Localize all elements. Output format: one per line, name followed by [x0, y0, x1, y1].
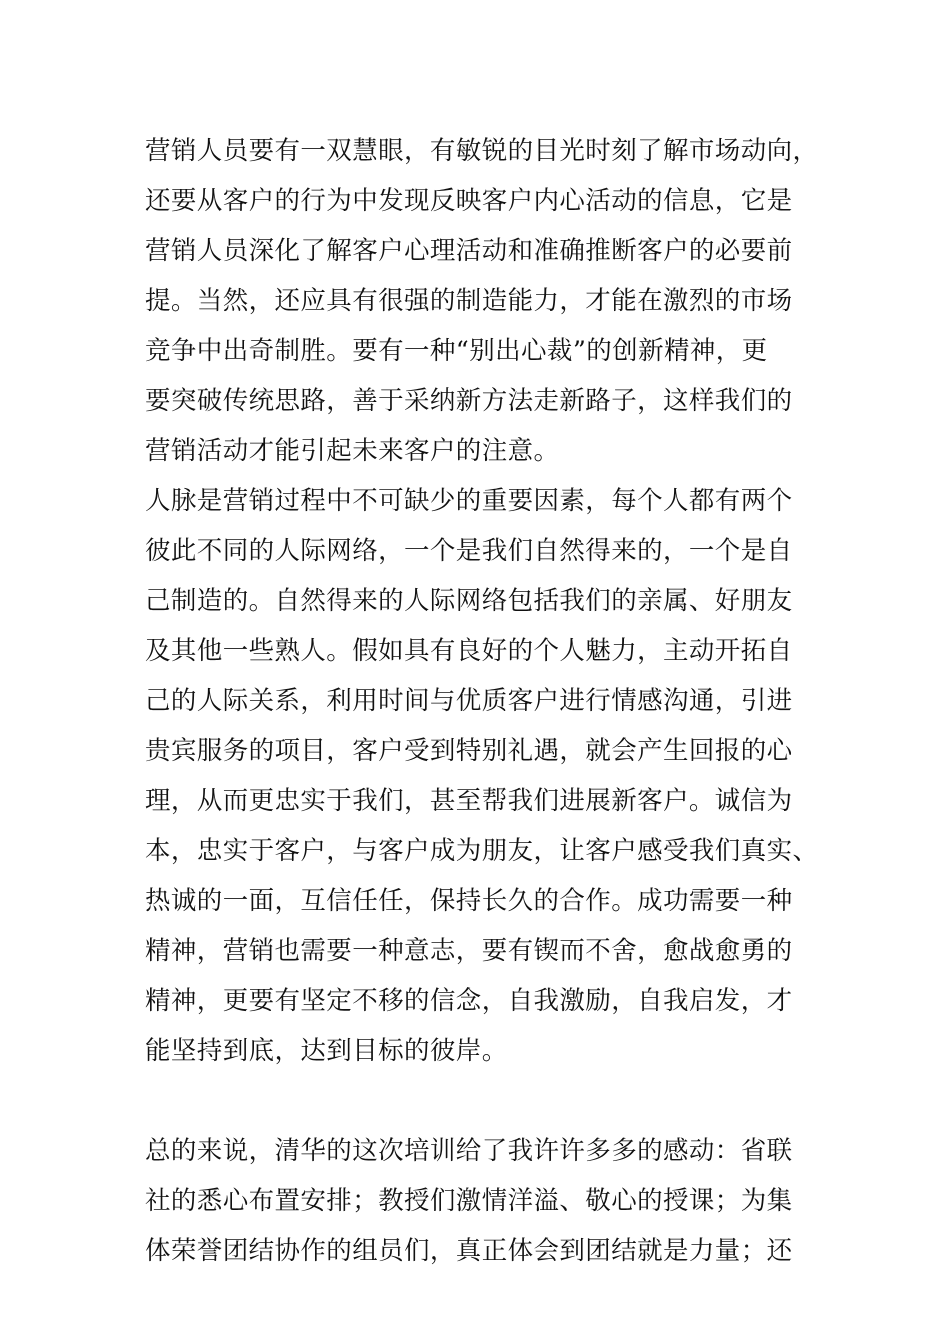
text-line: 贵宾服务的项目，客户受到特别礼遇，就会产生回报的心	[145, 736, 793, 766]
text-line: 能坚持到底，达到目标的彼岸。	[145, 1036, 508, 1066]
document-body	[145, 126, 825, 1276]
text-line: 要突破传统思路，善于采纳新方法走新路子，这样我们的	[145, 386, 793, 416]
text-line: 总的来说，清华的这次培训给了我许许多多的感动：省联	[145, 1136, 793, 1166]
text-line: 及其他一些熟人。假如具有良好的个人魅力，主动开拓自	[145, 636, 793, 666]
text-line: 彼此不同的人际网络，一个是我们自然得来的，一个是自	[145, 536, 793, 566]
text-line: 人脉是营销过程中不可缺少的重要因素，每个人都有两个	[145, 486, 793, 516]
text-line	[145, 1076, 825, 1126]
text-line: 本，忠实于客户，与客户成为朋友，让客户感受我们真实、	[145, 836, 819, 866]
text-line: 己制造的。自然得来的人际网络包括我们的亲属、好朋友	[145, 586, 793, 616]
text-line: 营销人员深化了解客户心理活动和准确推断客户的必要前	[145, 236, 793, 266]
text-line: 热诚的一面，互信任任，保持长久的合作。成功需要一种	[145, 886, 793, 916]
paragraph-2	[145, 476, 825, 1126]
text-line: 体荣誉团结协作的组员们，真正体会到团结就是力量；还	[145, 1236, 793, 1266]
text-line: 竞争中出奇制胜。要有一种“别出心裁”的创新精神，更	[145, 336, 768, 366]
text-line: 精神，更要有坚定不移的信念，自我激励，自我启发，才	[145, 986, 793, 1016]
text-line: 理，从而更忠实于我们，甚至帮我们进展新客户。诚信为	[145, 786, 793, 816]
paragraph-1	[145, 126, 825, 476]
text-line: 营销人员要有一双慧眼，有敏锐的目光时刻了解市场动向，	[145, 136, 819, 166]
text-line: 己的人际关系，利用时间与优质客户进行情感沟通，引进	[145, 686, 793, 716]
text-line: 精神，营销也需要一种意志，要有锲而不舍，愈战愈勇的	[145, 936, 793, 966]
text-line: 社的悉心布置安排；教授们激情洋溢、敬心的授课；为集	[145, 1186, 793, 1216]
text-line: 营销活动才能引起未来客户的注意。	[145, 436, 560, 466]
paragraph-3	[145, 1126, 825, 1276]
text-line: 还要从客户的行为中发现反映客户内心活动的信息，它是	[145, 186, 793, 216]
text-line: 提。当然，还应具有很强的制造能力，才能在激烈的市场	[145, 286, 793, 316]
